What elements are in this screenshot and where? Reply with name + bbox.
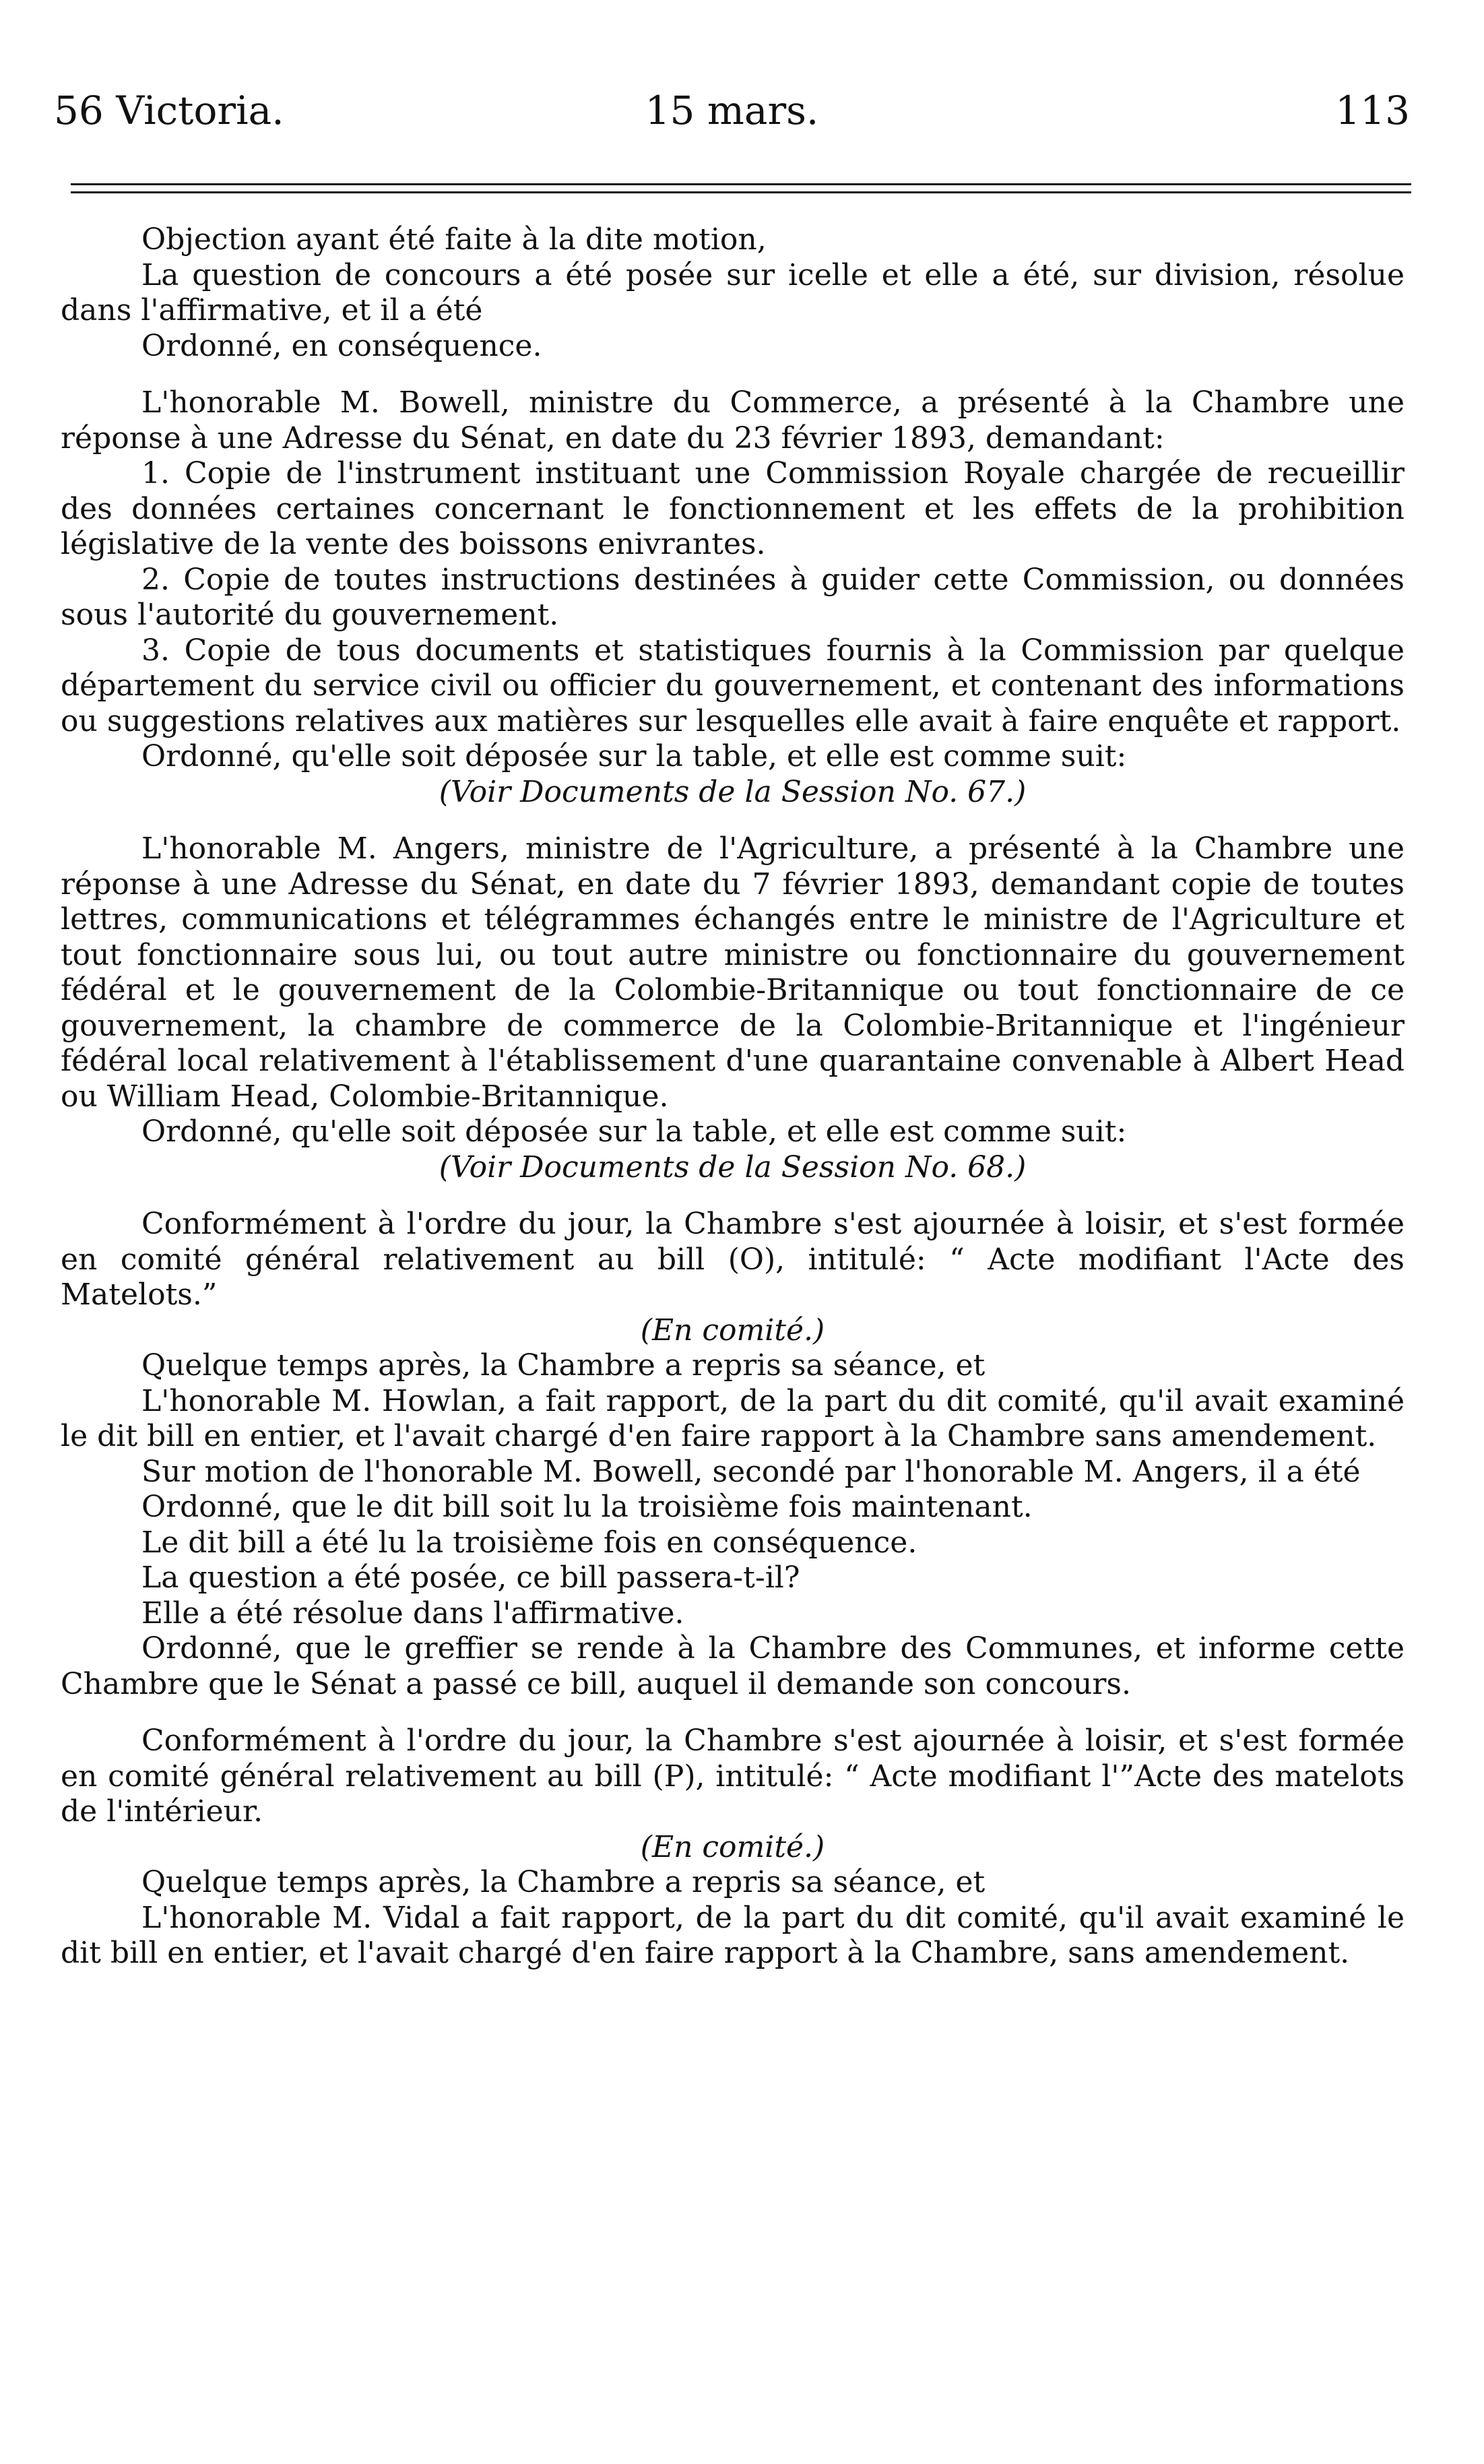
paragraph: Objection ayant été faite à la dite motion, xyxy=(141,222,767,257)
committee-heading: (En comité.) xyxy=(640,1313,825,1348)
paragraph: L'honorable M. Vidal a fait rapport, de la part du dit comité, qu'il avait examiné le dit bill en entier, et l'avait chargé d'en faire rapport à la Chambre, sans amendement. xyxy=(61,1900,1405,1970)
paragraph: La question a été posée, ce bill passera-t-il? xyxy=(141,1560,800,1595)
paragraph: Ordonné, qu'elle soit déposée sur la table, et elle est comme suit: xyxy=(141,1114,1127,1149)
paragraph: Quelque temps après, la Chambre a repris sa séance, et xyxy=(141,1865,986,1899)
page-number: 113 xyxy=(1335,88,1410,133)
paragraph: 1. Copie de l'instrument instituant une Commission Royale chargée de recueillir des données certaines concernant le fonctionnement et les effets de la prohibition législative de la vente des boissons enivrantes. xyxy=(61,456,1405,561)
paragraph: 2. Copie de toutes instructions destinées à guider cette Commission, ou données sous l'autorité du gouvernement. xyxy=(61,562,1405,632)
paragraph: Le dit bill a été lu la troisième fois en conséquence. xyxy=(141,1525,917,1560)
paragraph: Conformément à l'ordre du jour, la Chambre s'est ajournée à loisir, et s'est formée en comité général relativement au bill (P), intitulé: “ Acte modifiant l'”Acte des matelots de l'intérieur. xyxy=(61,1724,1405,1829)
session-document-reference: (Voir Documents de la Session No. 67.) xyxy=(439,774,1027,809)
page-header xyxy=(54,88,1410,141)
header-rule-bottom xyxy=(71,191,1411,193)
paragraph: Ordonné, en conséquence. xyxy=(141,328,542,363)
paragraph: L'honorable M. Bowell, ministre du Commerce, a présenté à la Chambre une réponse à une Adresse du Sénat, en date du 23 février 1893, demandant: xyxy=(61,385,1405,455)
paragraph: L'honorable M. Angers, ministre de l'Agriculture, a présenté à la Chambre une réponse à une Adresse du Sénat, en date du 7 février 1893, demandant copie de toutes lettres, communications et télégrammes échangés entre le ministre de l'Agriculture et tout fonctionnaire sous lui, ou tout autre ministre ou fonctionnaire du gouvernement fédéral et le gouvernement de la Colombie-Britannique ou tout fonctionnaire de ce gouvernement, la chambre de commerce de la Colombie-Britannique et l'ingénieur fédéral local relativement à l'établissement d'une quarantaine convenable à Albert Head ou William Head, Colombie-Britannique. xyxy=(61,831,1405,1114)
page-body xyxy=(61,222,1405,1971)
paragraph: 3. Copie de tous documents et statistiques fournis à la Commission par quelque département du service civil ou officier du gouvernement, et contenant des informations ou suggestions relatives aux matières sur lesquelles elle avait à faire enquête et rapport. xyxy=(61,633,1405,738)
paragraph: Ordonné, que le dit bill soit lu la troisième fois maintenant. xyxy=(141,1490,1033,1524)
committee-heading: (En comité.) xyxy=(640,1829,825,1864)
header-rule-top xyxy=(71,183,1411,185)
paragraph: La question de concours a été posée sur icelle et elle a été, sur division, résolue dans l'affirmative, et il a été xyxy=(61,257,1405,327)
header-volume: 56 Victoria. xyxy=(54,88,284,133)
paragraph: Elle a été résolue dans l'affirmative. xyxy=(141,1596,684,1631)
paragraph: Sur motion de l'honorable M. Bowell, secondé par l'honorable M. Angers, il a été xyxy=(141,1454,1361,1489)
paragraph: Quelque temps après, la Chambre a repris sa séance, et xyxy=(141,1348,986,1383)
paragraph: L'honorable M. Howlan, a fait rapport, de la part du dit comité, qu'il avait examiné le dit bill en entier, et l'avait chargé d'en faire rapport à la Chambre sans amendement. xyxy=(61,1383,1405,1453)
paragraph: Ordonné, qu'elle soit déposée sur la table, et elle est comme suit: xyxy=(141,739,1127,773)
header-date: 15 mars. xyxy=(645,88,819,133)
session-document-reference: (Voir Documents de la Session No. 68.) xyxy=(439,1149,1027,1184)
paragraph: Conformément à l'ordre du jour, la Chambre s'est ajournée à loisir, et s'est formée en comité général relativement au bill (O), intitulé: “ Acte modifiant l'Acte des Matelots.” xyxy=(61,1207,1405,1312)
paragraph: Ordonné, que le greffier se rende à la Chambre des Communes, et informe cette Chambre que le Sénat a passé ce bill, auquel il demande son concours. xyxy=(61,1631,1405,1701)
